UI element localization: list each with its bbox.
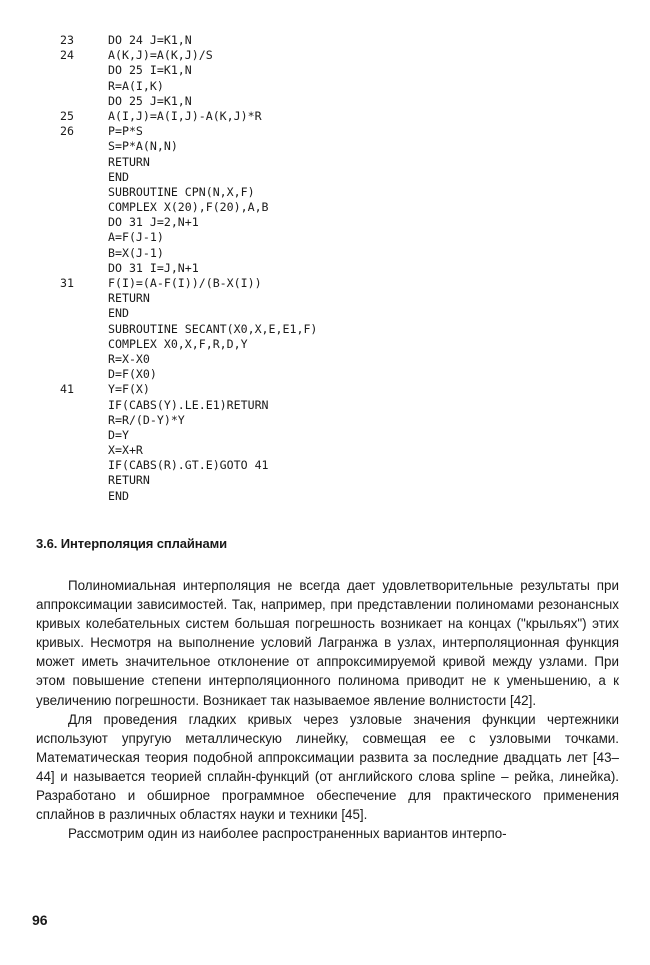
code-line bbox=[60, 139, 317, 154]
code-statement: END bbox=[108, 306, 129, 321]
code-statement: A(I,J)=A(I,J)-A(K,J)*R bbox=[108, 108, 262, 123]
code-statement: RETURN bbox=[108, 291, 150, 306]
code-line-number bbox=[60, 458, 108, 473]
code-line-number: 31 bbox=[60, 276, 74, 290]
code-line-number: 23 bbox=[60, 33, 74, 47]
code-statement: R=X-X0 bbox=[108, 351, 150, 366]
code-line bbox=[60, 398, 317, 413]
code-statement: S=P*A(N,N) bbox=[108, 139, 178, 154]
code-statement: RETURN bbox=[108, 154, 150, 169]
code-line bbox=[60, 489, 317, 504]
code-line-number bbox=[60, 489, 108, 504]
code-statement: DO 31 I=J,N+1 bbox=[108, 260, 199, 275]
code-line-number: 24 bbox=[60, 48, 74, 63]
section-body bbox=[36, 576, 619, 843]
code-statement: RETURN bbox=[108, 473, 150, 488]
code-line bbox=[60, 94, 317, 109]
code-line bbox=[60, 185, 317, 200]
code-statement: SUBROUTINE SECANT(X0,X,E,E1,F) bbox=[108, 321, 318, 336]
code-line-number bbox=[60, 230, 108, 245]
code-line bbox=[60, 63, 317, 78]
code-line-number bbox=[60, 63, 108, 78]
code-line-number bbox=[60, 79, 108, 94]
code-line bbox=[60, 261, 317, 276]
code-line-number bbox=[60, 428, 108, 443]
code-line bbox=[60, 230, 317, 245]
code-line bbox=[60, 413, 317, 428]
code-line bbox=[60, 155, 317, 170]
code-line-number bbox=[60, 94, 108, 109]
code-line-number bbox=[60, 398, 108, 413]
code-line bbox=[60, 337, 317, 352]
code-line bbox=[60, 322, 317, 337]
code-statement: D=F(X0) bbox=[108, 367, 157, 382]
code-statement: Y=F(X) bbox=[108, 382, 150, 397]
code-line-number bbox=[60, 185, 108, 200]
code-line-number bbox=[60, 291, 108, 306]
code-statement: END bbox=[108, 488, 129, 503]
code-statement: DO 25 I=K1,N bbox=[108, 63, 192, 78]
code-line-number bbox=[60, 352, 108, 367]
code-line bbox=[60, 33, 317, 48]
code-statement: R=A(I,K) bbox=[108, 78, 164, 93]
code-line bbox=[60, 367, 317, 382]
code-line bbox=[60, 382, 317, 397]
code-line-number: 26 bbox=[60, 124, 74, 139]
code-line-number: 25 bbox=[60, 108, 74, 123]
code-line-number bbox=[60, 367, 108, 382]
code-statement: DO 25 J=K1,N bbox=[108, 93, 192, 108]
code-line-number bbox=[60, 443, 108, 458]
code-line-number bbox=[60, 170, 108, 185]
code-statement: F(I)=(A-F(I))/(B-X(I)) bbox=[108, 276, 262, 290]
code-line-number bbox=[60, 322, 108, 337]
paragraph-spline-history: Для проведения гладких кривых через узловые значения функции чертежники используют упругую металлическую линейку, совмещая ее с узловыми точками. Математическая теория подобной аппроксимации развита за последние двадцать лет [43–44] и называется теорией сплайн-функций (от английского слова spline – рейка, линейка). Разработано и обширное программное обеспечение для практического применения сплайнов в различных областях науки и техники [45]. bbox=[36, 711, 619, 823]
code-line-number bbox=[60, 200, 108, 215]
code-line bbox=[60, 109, 317, 124]
code-line-number bbox=[60, 139, 108, 154]
code-statement: SUBROUTINE CPN(N,X,F) bbox=[108, 184, 255, 199]
code-statement: IF(CABS(R).GT.E)GOTO 41 bbox=[108, 458, 269, 473]
code-statement: P=P*S bbox=[108, 124, 143, 139]
paragraph-continuation: Рассмотрим один из наиболее распространенных вариантов интерпо- bbox=[68, 826, 507, 842]
code-line-number bbox=[60, 337, 108, 352]
code-line bbox=[60, 215, 317, 230]
code-statement: B=X(J-1) bbox=[108, 245, 164, 260]
code-line bbox=[60, 124, 317, 139]
code-line bbox=[60, 79, 317, 94]
code-line bbox=[60, 200, 317, 215]
code-statement: X=X+R bbox=[108, 443, 143, 458]
code-statement: DO 24 J=K1,N bbox=[108, 33, 192, 47]
code-statement: COMPLEX X(20),F(20),A,B bbox=[108, 200, 269, 215]
code-line-number: 41 bbox=[60, 382, 74, 397]
code-line bbox=[60, 443, 317, 458]
code-line bbox=[60, 170, 317, 185]
code-line bbox=[60, 291, 317, 306]
code-statement: D=Y bbox=[108, 427, 129, 442]
code-statement: A(K,J)=A(K,J)/S bbox=[108, 48, 213, 63]
code-statement: DO 31 J=2,N+1 bbox=[108, 215, 199, 230]
code-statement: IF(CABS(Y).LE.E1)RETURN bbox=[108, 397, 269, 412]
code-statement: R=R/(D-Y)*Y bbox=[108, 412, 185, 427]
code-statement: A=F(J-1) bbox=[108, 230, 164, 245]
code-line bbox=[60, 306, 317, 321]
code-line bbox=[60, 276, 317, 291]
code-line-number bbox=[60, 306, 108, 321]
code-line-number bbox=[60, 473, 108, 488]
code-statement: COMPLEX X0,X,F,R,D,Y bbox=[108, 336, 248, 351]
paragraph-polynomial-interpolation: Полиномиальная интерполяция не всегда дает удовлетворительные результаты при аппроксимации зависимостей. Так, например, при представлении полиномами резонансных кривых колебательных систем большая погрешность возникает на концах ("крыльях") этих кривых. Несмотря на выполнение условий Лагранжа в узлах, интерполяционная функция может иметь значительное отклонение от аппроксимируемой кривой между узлами. При этом повышение степени интерполяционного полинома приводит не к уменьшению, а к увеличению погрешности. Возникает так называемое явление волнистости [42]. bbox=[36, 578, 619, 708]
code-line bbox=[60, 428, 317, 443]
section-heading: 3.6. Интерполяция сплайнами bbox=[36, 536, 228, 551]
code-line bbox=[60, 458, 317, 473]
code-line-number bbox=[60, 246, 108, 261]
code-line-number bbox=[60, 413, 108, 428]
code-line bbox=[60, 48, 317, 63]
code-line-number bbox=[60, 155, 108, 170]
code-line bbox=[60, 246, 317, 261]
code-statement: END bbox=[108, 169, 129, 184]
fortran-code-listing bbox=[60, 33, 317, 504]
code-line-number bbox=[60, 215, 108, 230]
code-line bbox=[60, 352, 317, 367]
code-line bbox=[60, 473, 317, 488]
code-line-number bbox=[60, 261, 108, 276]
page-number: 96 bbox=[32, 912, 48, 928]
